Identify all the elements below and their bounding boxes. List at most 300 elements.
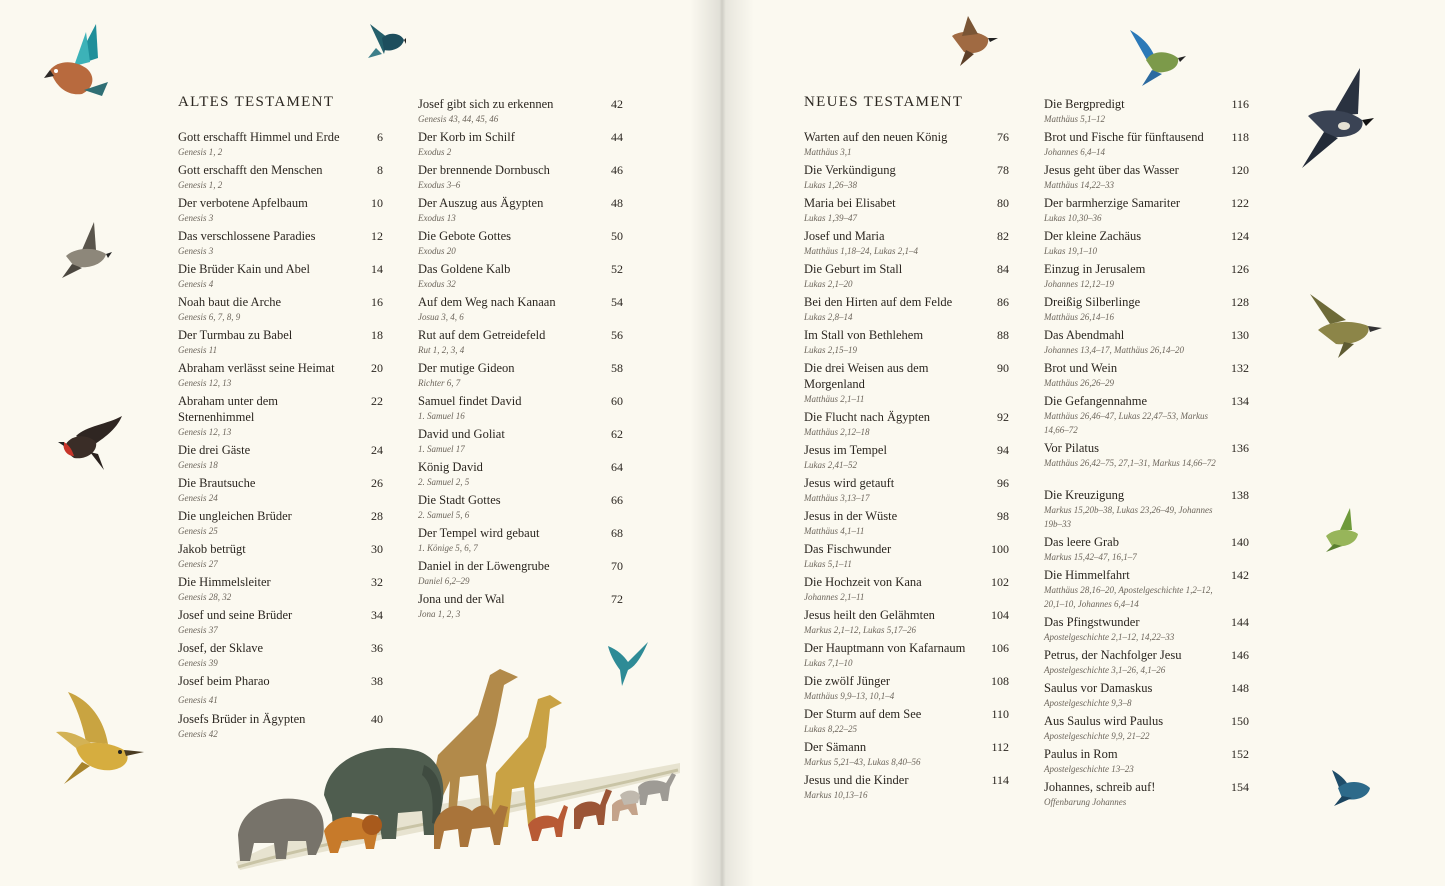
toc-entry-reference: Josua 3, 4, 6 (418, 312, 464, 322)
toc-entry[interactable] (418, 294, 623, 324)
toc-entry-reference: Genesis 43, 44, 45, 46 (418, 114, 499, 124)
toc-entry-page: 26 (371, 476, 383, 490)
toc-entry[interactable] (804, 772, 1009, 802)
toc-entry-page: 66 (611, 493, 623, 507)
toc-entry-title: Der mutige Gideon (418, 361, 515, 375)
toc-entry-page: 114 (991, 773, 1009, 787)
toc-entry-reference: 1. Samuel 16 (418, 411, 465, 421)
toc-entry-reference: Matthäus 1,18–24, Lukas 2,1–4 (804, 246, 919, 256)
toc-entry-page: 28 (371, 509, 383, 523)
toc-entry[interactable] (804, 574, 1009, 604)
toc-entry-reference: 1. Samuel 17 (418, 444, 465, 454)
toc-entry-title: Abraham verlässt seine Heimat (178, 361, 335, 375)
toc-entry[interactable] (1044, 261, 1249, 291)
toc-entry-page: 6 (377, 130, 383, 144)
toc-entry-title: Die zwölf Jünger (804, 674, 891, 688)
toc-entry-page: 56 (611, 328, 623, 342)
toc-entry-title: Vor Pilatus (1044, 441, 1099, 455)
toc-entry-reference: Matthäus 2,1–11 (804, 394, 865, 404)
toc-entry[interactable] (418, 591, 623, 621)
toc-entry-reference: Matthäus 26,42–75, 27,1–31, Markus 14,66–72 (1044, 458, 1216, 468)
toc-entry-reference: Genesis 18 (178, 460, 218, 470)
toc-entry-page: 110 (991, 707, 1009, 721)
toc-entry-page: 124 (1231, 229, 1249, 243)
toc-entry-reference: Markus 15,42–47, 16,1–7 (1044, 552, 1137, 562)
toc-entry[interactable] (178, 508, 383, 538)
toc-entry-reference: Lukas 1,26–38 (804, 180, 858, 190)
blue-patterned-bird-illustration (1326, 762, 1372, 806)
toc-entry-title: Die Verkündigung (804, 163, 896, 177)
toc-entry-page: 98 (997, 509, 1009, 523)
toc-entry-page: 16 (371, 295, 383, 309)
toc-entry-title: Auf dem Weg nach Kanaan (418, 295, 556, 309)
toc-entry-title: Der verbotene Apfelbaum (178, 196, 308, 210)
toc-entry-reference: Matthäus 3,1 (804, 147, 852, 157)
toc-entry-title: Die Stadt Gottes (418, 493, 501, 507)
toc-entry-reference: Genesis 39 (178, 658, 218, 668)
new-testament-heading: NEUES TESTAMENT (804, 94, 964, 110)
toc-entry-reference: Genesis 12, 13 (178, 427, 232, 437)
toc-entry-page: 88 (997, 328, 1009, 342)
toc-entry-title: Die Hochzeit von Kana (804, 575, 922, 589)
blue-bird-small-illustration (366, 18, 406, 60)
toc-entry-page: 152 (1231, 747, 1249, 761)
toc-entry-reference: Lukas 2,8–14 (804, 312, 853, 322)
toc-entry[interactable] (804, 607, 1009, 637)
toc-entry-page: 58 (611, 361, 623, 375)
toc-entry-title: Im Stall von Bethlehem (804, 328, 924, 342)
toc-entry-title: Jakob betrügt (178, 542, 246, 556)
toc-entry-page: 32 (371, 575, 383, 589)
toc-entry-page: 154 (1231, 780, 1249, 794)
toc-entry-reference: Genesis 4 (178, 279, 214, 289)
toc-entry[interactable] (418, 426, 623, 456)
toc-entry-reference: Genesis 42 (178, 729, 218, 739)
toc-entry-title: Die Kreuzigung (1044, 488, 1125, 502)
toc-entry-reference: Richter 6, 7 (418, 378, 461, 388)
toc-entry[interactable] (178, 574, 383, 604)
toc-entry-page: 136 (1231, 441, 1249, 455)
toc-entry[interactable] (804, 508, 1009, 538)
toc-entry-title: Der Tempel wird gebaut (418, 526, 540, 540)
toc-entry-reference: Markus 2,1–12, Lukas 5,17–26 (804, 625, 916, 635)
toc-entry[interactable] (1044, 195, 1249, 225)
toc-entry[interactable] (1044, 162, 1249, 192)
toc-entry-page: 78 (997, 163, 1009, 177)
toc-entry[interactable] (418, 162, 623, 192)
toc-entry-reference: Genesis 11 (178, 345, 218, 355)
gray-bird-illustration (62, 222, 112, 278)
toc-entry[interactable] (804, 541, 1009, 571)
toc-entry-reference: 1. Könige 5, 6, 7 (418, 543, 478, 553)
toc-entry-title: Die Himmelfahrt (1044, 568, 1130, 582)
toc-entry[interactable] (418, 261, 623, 291)
olive-patterned-bird-illustration (1310, 294, 1382, 358)
toc-entry-title: Jesus im Tempel (804, 443, 887, 457)
toc-entry-reference: Lukas 5,1–11 (804, 559, 852, 569)
toc-entry-title: Johannes, schreib auf! (1044, 780, 1156, 794)
teal-bird-illustration (44, 24, 110, 104)
toc-entry-reference: Matthäus 9,9–13, 10,1–4 (804, 691, 895, 701)
toc-entry[interactable] (1044, 779, 1249, 809)
toc-entry[interactable] (418, 492, 623, 522)
toc-entry-page: 70 (611, 559, 623, 573)
toc-entry[interactable] (1044, 534, 1249, 564)
toc-entry-reference: Matthäus 5,1–12 (1044, 114, 1106, 124)
toc-entry-title: Dreißig Silberlinge (1044, 295, 1141, 309)
toc-entry[interactable] (804, 442, 1009, 472)
toc-entry[interactable] (1044, 393, 1249, 437)
toc-entry-page: 44 (611, 130, 623, 144)
toc-entry-page: 100 (991, 542, 1009, 556)
toc-entry-reference: Apostelgeschichte 3,1–26, 4,1–26 (1044, 665, 1166, 675)
toc-entry[interactable] (1044, 567, 1249, 611)
green-small-bird-illustration (1324, 508, 1360, 552)
toc-entry-reference: Daniel 6,2–29 (418, 576, 470, 586)
toc-entry-title: Die Geburt im Stall (804, 262, 903, 276)
toc-entry[interactable] (1044, 614, 1249, 644)
toc-entry[interactable] (418, 129, 623, 159)
toc-entry-title: Das leere Grab (1044, 535, 1119, 549)
toc-entry-page: 118 (1231, 130, 1249, 144)
toc-entry[interactable] (178, 261, 383, 291)
toc-entry-reference: Matthäus 2,12–18 (804, 427, 870, 437)
toc-entry-title: Josef gibt sich zu erkennen (418, 97, 554, 111)
toc-entry-reference: Genesis 28, 32 (178, 592, 232, 602)
toc-entry[interactable] (178, 327, 383, 357)
toc-entry-title: Jesus und die Kinder (804, 773, 909, 787)
toc-entry-reference: Matthäus 26,14–16 (1044, 312, 1115, 322)
toc-entry-title: Einzug in Jerusalem (1044, 262, 1146, 276)
toc-entry-page: 18 (371, 328, 383, 342)
toc-entry-page: 82 (997, 229, 1009, 243)
toc-entry-page: 96 (997, 476, 1009, 490)
toc-entry[interactable] (178, 475, 383, 505)
toc-entry-title: Bei den Hirten auf dem Felde (804, 295, 953, 309)
toc-entry-title: Jesus in der Wüste (804, 509, 898, 523)
toc-entry-reference: Lukas 2,1–20 (804, 279, 853, 289)
toc-entry[interactable] (178, 541, 383, 571)
toc-entry-page: 138 (1231, 488, 1249, 502)
toc-entry-page: 86 (997, 295, 1009, 309)
toc-entry-title: Das Goldene Kalb (418, 262, 511, 276)
toc-entry-title: Das Abendmahl (1044, 328, 1125, 342)
toc-entry-reference: 2. Samuel 5, 6 (418, 510, 470, 520)
toc-entry-page: 68 (611, 526, 623, 540)
toc-entry[interactable] (1044, 294, 1249, 324)
toc-entry-title: Josef und seine Brüder (178, 608, 293, 622)
toc-entry-page: 102 (991, 575, 1009, 589)
toc-entry-page: 22 (371, 394, 383, 408)
toc-entry[interactable] (1044, 96, 1249, 126)
toc-entry[interactable] (418, 228, 623, 258)
toc-entry-reference: Apostelgeschichte 9,3–8 (1044, 698, 1132, 708)
toc-entry-page: 60 (611, 394, 623, 408)
toc-entry-page: 52 (611, 262, 623, 276)
toc-entry-reference: Lukas 2,41–52 (804, 460, 858, 470)
toc-entry[interactable] (804, 360, 1009, 406)
toc-entry-page: 80 (997, 196, 1009, 210)
brown-patterned-bird-illustration (946, 16, 998, 68)
toc-entry[interactable] (178, 607, 383, 637)
toc-entry-page: 132 (1231, 361, 1249, 375)
toc-entry-page: 90 (997, 361, 1009, 375)
toc-entry-title: Gott erschafft den Menschen (178, 163, 323, 177)
toc-entry-reference: Lukas 8,22–25 (804, 724, 858, 734)
toc-entry-title: Der Korb im Schilf (418, 130, 515, 144)
toc-entry-page: 42 (611, 97, 623, 111)
toc-entry-page: 36 (371, 641, 383, 655)
toc-entry-reference: Lukas 1,39–47 (804, 213, 858, 223)
toc-entry-page: 128 (1231, 295, 1249, 309)
toc-entry-title: Die Brautsuche (178, 476, 256, 490)
toc-entry[interactable] (418, 96, 623, 126)
toc-entry-title: Die Bergpredigt (1044, 97, 1125, 111)
toc-entry-page: 72 (611, 592, 623, 606)
toc-entry[interactable] (178, 294, 383, 324)
toc-entry-page: 140 (1231, 535, 1249, 549)
toc-entry-reference: Offenbarung Johannes (1044, 797, 1127, 807)
toc-entry-reference: Apostelgeschichte 13–23 (1044, 764, 1134, 774)
toc-entry-reference: Matthäus 3,13–17 (804, 493, 870, 503)
toc-entry[interactable] (1044, 647, 1249, 677)
toc-entry-title: Maria bei Elisabet (804, 196, 896, 210)
toc-entry-page: 46 (611, 163, 623, 177)
toc-entry-reference: Matthäus 14,22–33 (1044, 180, 1115, 190)
toc-entry-page: 122 (1231, 196, 1249, 210)
toc-entry[interactable] (804, 409, 1009, 439)
toc-entry-reference: Apostelgeschichte 2,1–12, 14,22–33 (1044, 632, 1175, 642)
animal-parade-illustration (228, 655, 683, 870)
toc-entry-reference: Genesis 41 (178, 695, 218, 705)
toc-entry-reference: Lukas 7,1–10 (804, 658, 853, 668)
toc-entry-title: Jona und der Wal (418, 592, 505, 606)
toc-entry[interactable] (1044, 713, 1249, 743)
toc-entry[interactable] (1044, 746, 1249, 776)
toc-entry-title: König David (418, 460, 483, 474)
toc-entry-reference: Genesis 24 (178, 493, 218, 503)
toc-entry-reference: Exodus 20 (418, 246, 456, 256)
toc-entry[interactable] (804, 739, 1009, 769)
toc-entry[interactable] (804, 475, 1009, 505)
toc-entry-page: 64 (611, 460, 623, 474)
toc-entry[interactable] (1044, 680, 1249, 710)
toc-entry-reference: Genesis 3 (178, 246, 214, 256)
toc-entry[interactable] (418, 525, 623, 555)
toc-entry-title: Paulus in Rom (1044, 747, 1118, 761)
toc-entry-reference: Markus 10,13–16 (804, 790, 868, 800)
toc-entry-page: 8 (377, 163, 383, 177)
toc-entry-title: Die Brüder Kain und Abel (178, 262, 310, 276)
toc-entry-title: Die Gebote Gottes (418, 229, 512, 243)
toc-entry-reference: Lukas 2,15–19 (804, 345, 858, 355)
toc-entry-page: 62 (611, 427, 623, 441)
toc-entry-page: 38 (371, 674, 383, 688)
toc-entry[interactable] (804, 162, 1009, 192)
toc-entry-reference: Genesis 3 (178, 213, 214, 223)
toc-entry-reference: Lukas 10,30–36 (1044, 213, 1102, 223)
toc-entry-page: 104 (991, 608, 1009, 622)
toc-entry-page: 150 (1231, 714, 1249, 728)
toc-entry-page: 148 (1231, 681, 1249, 695)
toc-entry-page: 146 (1231, 648, 1249, 662)
blue-green-bird-illustration (1130, 28, 1186, 86)
toc-entry[interactable] (804, 228, 1009, 258)
toc-entry[interactable] (178, 129, 383, 159)
toc-entry-title: Gott erschafft Himmel und Erde (178, 130, 340, 144)
toc-entry-reference: Exodus 2 (418, 147, 452, 157)
toc-entry-page: 116 (1231, 97, 1249, 111)
toc-entry-reference: Apostelgeschichte 9,9, 21–22 (1044, 731, 1150, 741)
toc-entry-title: Der brennende Dornbusch (418, 163, 550, 177)
black-bird-illustration (1302, 68, 1374, 168)
toc-entry-title: Der kleine Zachäus (1044, 229, 1142, 243)
old-testament-heading: ALTES TESTAMENT (178, 94, 335, 110)
toc-entry-reference: Markus 15,20b–38, Lukas 23,26–49, Johannes 19b–33 (1044, 505, 1213, 529)
toc-entry-title: Die drei Weisen aus dem Morgenland (804, 361, 929, 391)
toc-entry-title: Josef und Maria (804, 229, 885, 243)
toc-entry-title: David und Goliat (418, 427, 505, 441)
toc-entry-title: Der Turmbau zu Babel (178, 328, 293, 342)
toc-entry-title: Josef, der Sklave (178, 641, 264, 655)
toc-entry[interactable] (804, 195, 1009, 225)
toc-entry-reference: Johannes 2,1–11 (804, 592, 865, 602)
toc-entry[interactable] (1044, 360, 1249, 390)
toc-entry[interactable] (178, 195, 383, 225)
toc-entry-reference: Genesis 37 (178, 625, 218, 635)
toc-entry[interactable] (418, 195, 623, 225)
toc-entry-title: Jesus heilt den Gelähmten (804, 608, 935, 622)
toc-entry-reference: Matthäus 26,46–47, Lukas 22,47–53, Markus 14,66–72 (1044, 411, 1208, 435)
toc-entry-page: 24 (371, 443, 383, 457)
toc-entry-reference: Matthäus 28,16–20, Apostelgeschichte 1,2–12, 20,1–10, Johannes 6,4–14 (1044, 585, 1213, 609)
toc-entry[interactable] (1044, 487, 1249, 531)
toc-entry-title: Abraham unter dem Sternenhimmel (178, 394, 278, 424)
toc-entry-page: 10 (371, 196, 383, 210)
toc-entry-title: Jesus geht über das Wasser (1044, 163, 1179, 177)
toc-entry-title: Die Gefangennahme (1044, 394, 1148, 408)
toc-entry[interactable] (804, 327, 1009, 357)
toc-entry-title: Der Sämann (804, 740, 867, 754)
toc-entry[interactable] (804, 640, 1009, 670)
toc-entry[interactable] (178, 228, 383, 258)
toc-entry-title: Rut auf dem Getreidefeld (418, 328, 546, 342)
toc-entry[interactable] (804, 706, 1009, 736)
toc-entry-page: 92 (997, 410, 1009, 424)
toc-entry-title: Saulus vor Damaskus (1044, 681, 1153, 695)
toc-entry-reference: Exodus 13 (418, 213, 456, 223)
toc-entry[interactable] (178, 162, 383, 192)
toc-entry[interactable] (804, 261, 1009, 291)
toc-entry-page: 94 (997, 443, 1009, 457)
toc-entry-reference: Johannes 6,4–14 (1044, 147, 1105, 157)
toc-entry-title: Das Pfingstwunder (1044, 615, 1140, 629)
toc-entry-page: 134 (1231, 394, 1249, 408)
toc-entry-reference: Exodus 32 (418, 279, 456, 289)
toc-entry-title: Das Fischwunder (804, 542, 892, 556)
toc-entry-title: Der Auszug aus Ägypten (418, 196, 544, 210)
toc-entry[interactable] (804, 673, 1009, 703)
toc-entry-title: Daniel in der Löwengrube (418, 559, 550, 573)
toc-entry[interactable] (178, 360, 383, 390)
toc-entry[interactable] (418, 558, 623, 588)
toc-entry-title: Brot und Fische für fünftausend (1044, 130, 1204, 144)
toc-entry[interactable] (1044, 327, 1249, 357)
toc-entry-title: Petrus, der Nachfolger Jesu (1044, 648, 1182, 662)
toc-entry-page: 112 (991, 740, 1009, 754)
toc-entry-title: Die Flucht nach Ägypten (804, 410, 931, 424)
toc-entry-reference: 2. Samuel 2, 5 (418, 477, 470, 487)
toc-entry-reference: Rut 1, 2, 3, 4 (418, 345, 465, 355)
toc-entry-title: Der barmherzige Samariter (1044, 196, 1181, 210)
toc-entry-title: Noah baut die Arche (178, 295, 282, 309)
toc-entry[interactable] (1044, 440, 1249, 470)
toc-entry-page: 40 (371, 712, 383, 726)
toc-entry-page: 14 (371, 262, 383, 276)
toc-entry-page: 12 (371, 229, 383, 243)
toc-entry-reference: Genesis 1, 2 (178, 180, 223, 190)
toc-entry-page: 34 (371, 608, 383, 622)
right-page (722, 0, 1445, 886)
toc-entry-title: Aus Saulus wird Paulus (1044, 714, 1164, 728)
toc-entry-title: Samuel findet David (418, 394, 522, 408)
toc-entry-reference: Johannes 13,4–17, Matthäus 26,14–20 (1044, 345, 1184, 355)
toc-entry-page: 108 (991, 674, 1009, 688)
toc-entry-page: 50 (611, 229, 623, 243)
toc-entry-title: Die Himmelsleiter (178, 575, 271, 589)
toc-entry-reference: Genesis 1, 2 (178, 147, 223, 157)
toc-entry-page: 130 (1231, 328, 1249, 342)
toc-entry[interactable] (804, 294, 1009, 324)
toc-entry[interactable] (418, 459, 623, 489)
toc-entry-reference: Matthäus 26,26–29 (1044, 378, 1115, 388)
left-page (0, 0, 722, 886)
toc-entry-title: Die ungleichen Brüder (178, 509, 292, 523)
toc-entry-page: 30 (371, 542, 383, 556)
toc-entry-title: Jesus wird getauft (804, 476, 895, 490)
toc-entry-title: Die drei Gäste (178, 443, 251, 457)
toc-entry[interactable] (1044, 228, 1249, 258)
toc-entry-page: 144 (1231, 615, 1249, 629)
toc-entry-reference: Genesis 12, 13 (178, 378, 232, 388)
toc-entry[interactable] (804, 129, 1009, 159)
toc-entry-page: 106 (991, 641, 1009, 655)
toc-entry-reference: Genesis 25 (178, 526, 218, 536)
robin-illustration (58, 416, 124, 470)
toc-entry-reference: Markus 5,21–43, Lukas 8,40–56 (804, 757, 921, 767)
toc-entry-title: Warten auf den neuen König (804, 130, 948, 144)
toc-entry[interactable] (418, 393, 623, 423)
toc-entry-title: Das verschlossene Paradies (178, 229, 316, 243)
toc-entry[interactable] (1044, 129, 1249, 159)
toc-entry-page: 76 (997, 130, 1009, 144)
toc-entry-title: Brot und Wein (1044, 361, 1118, 375)
toc-entry[interactable] (178, 442, 383, 472)
toc-entry-reference: Johannes 12,12–19 (1044, 279, 1114, 289)
toc-entry-reference: Genesis 27 (178, 559, 218, 569)
yellow-patterned-bird-illustration (46, 692, 146, 790)
toc-entry-reference: Lukas 19,1–10 (1044, 246, 1098, 256)
toc-entry[interactable] (178, 393, 383, 439)
toc-entry[interactable] (418, 327, 623, 357)
toc-entry-page: 20 (371, 361, 383, 375)
toc-entry-title: Der Sturm auf dem See (804, 707, 922, 721)
toc-entry-title: Der Hauptmann von Kafarnaum (804, 641, 966, 655)
toc-entry-reference: Genesis 6, 7, 8, 9 (178, 312, 241, 322)
toc-entry-page: 142 (1231, 568, 1249, 582)
toc-entry[interactable] (418, 360, 623, 390)
toc-entry-title: Josef beim Pharao (178, 674, 270, 688)
